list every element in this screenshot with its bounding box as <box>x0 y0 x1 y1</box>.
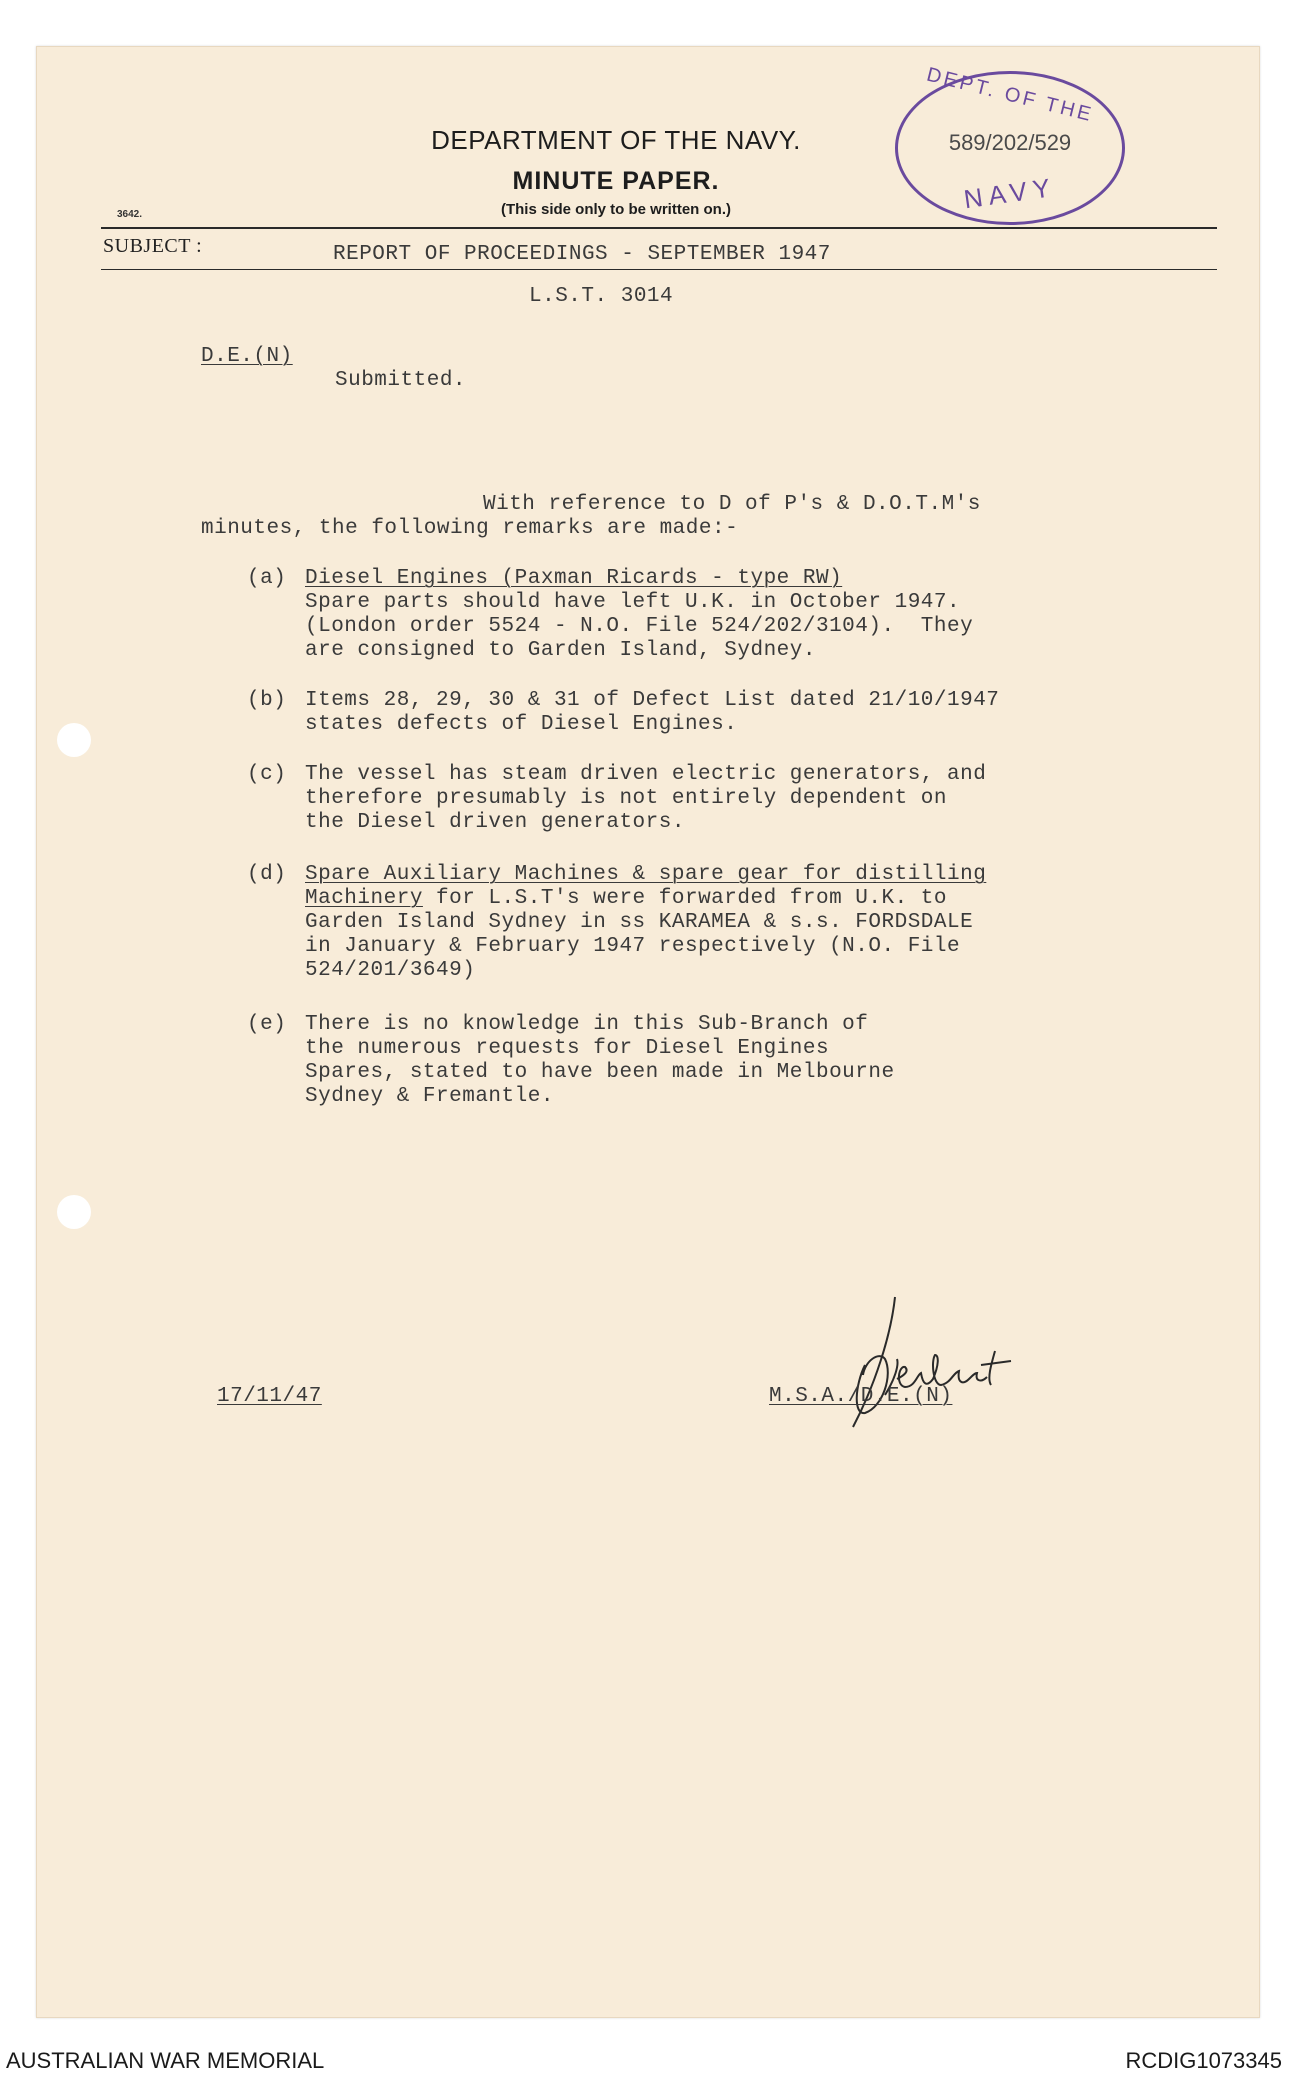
vessel-name: L.S.T. 3014 <box>529 285 674 308</box>
item-e-line-1: There is no knowledge in this Sub-Branch of <box>305 1013 869 1036</box>
subject-label: SUBJECT : <box>103 235 203 257</box>
signatory-title: M.S.A./D.E.(N) <box>769 1385 953 1408</box>
stamp-bottom-text: NAVY <box>961 171 1059 215</box>
footer-record-id: RCDIG1073345 <box>1125 2048 1282 2073</box>
header-rule-top <box>101 227 1217 229</box>
punch-hole <box>57 723 91 757</box>
footer-archive-name: AUSTRALIAN WAR MEMORIAL <box>6 2048 325 2073</box>
submitted-text: Submitted. <box>335 369 467 392</box>
intro-line-1: With reference to D of P's & D.O.T.M's <box>483 493 981 516</box>
item-e-line-4: Sydney & Fremantle. <box>305 1085 554 1108</box>
item-e-label: (e) <box>247 1013 287 1036</box>
item-d-line-4: 524/201/3649) <box>305 959 476 982</box>
item-b-line-1: Items 28, 29, 30 & 31 of Defect List dated 21/10/1947 <box>305 689 1000 712</box>
handwritten-signature <box>835 1295 1025 1435</box>
item-e-line-2: the numerous requests for Diesel Engines <box>305 1037 830 1060</box>
form-number: 3642. <box>117 209 143 220</box>
department-heading: DEPARTMENT OF THE NAVY. <box>431 125 801 155</box>
stamp-file-number: 589/202/529 <box>948 130 1072 155</box>
intro-line-2: minutes, the following remarks are made:- <box>201 517 739 540</box>
department-stamp <box>895 63 1125 225</box>
minute-date: 17/11/47 <box>217 1385 322 1408</box>
item-a-heading: Diesel Engines (Paxman Ricards - type RW) <box>305 567 843 590</box>
item-b-line-2: states defects of Diesel Engines. <box>305 713 738 736</box>
header-rule-bottom <box>101 269 1217 270</box>
item-d-line-2: Garden Island Sydney in ss KARAMEA & s.s. FORDSDALE <box>305 911 974 934</box>
item-d-line-1 <box>305 887 947 910</box>
item-b-label: (b) <box>247 689 287 712</box>
form-note: (This side only to be written on.) <box>500 201 731 218</box>
item-c-line-1: The vessel has steam driven electric generators, and <box>305 763 987 786</box>
form-title: MINUTE PAPER. <box>512 167 720 195</box>
item-d-heading-1: Spare Auxiliary Machines & spare gear for distilling <box>305 863 987 886</box>
subject-title: REPORT OF PROCEEDINGS - SEPTEMBER 1947 <box>333 243 831 266</box>
item-d-line-3: in January & February 1947 respectively (N.O. File <box>305 935 961 958</box>
item-a-line-2: (London order 5524 - N.O. File 524/202/3104). They <box>305 615 974 638</box>
item-e-line-3: Spares, stated to have been made in Melbourne <box>305 1061 895 1084</box>
item-a-label: (a) <box>247 567 287 590</box>
item-d-label: (d) <box>247 863 287 886</box>
item-c-line-3: the Diesel driven generators. <box>305 811 685 834</box>
minute-paper <box>36 46 1260 2018</box>
item-d-line-1-rest: for L.S.T's were forwarded from U.K. to <box>422 887 948 910</box>
item-c-line-2: therefore presumably is not entirely dependent on <box>305 787 948 810</box>
item-a-line-3: are consigned to Garden Island, Sydney. <box>305 639 816 662</box>
item-a-line-1: Spare parts should have left U.K. in October 1947. <box>305 591 961 614</box>
addressee: D.E.(N) <box>201 345 293 368</box>
item-d-heading-2: Machinery <box>305 887 423 910</box>
item-c-label: (c) <box>247 763 287 786</box>
stamp-top-text: DEPT. OF THE <box>924 63 1096 127</box>
punch-hole <box>57 1195 91 1229</box>
